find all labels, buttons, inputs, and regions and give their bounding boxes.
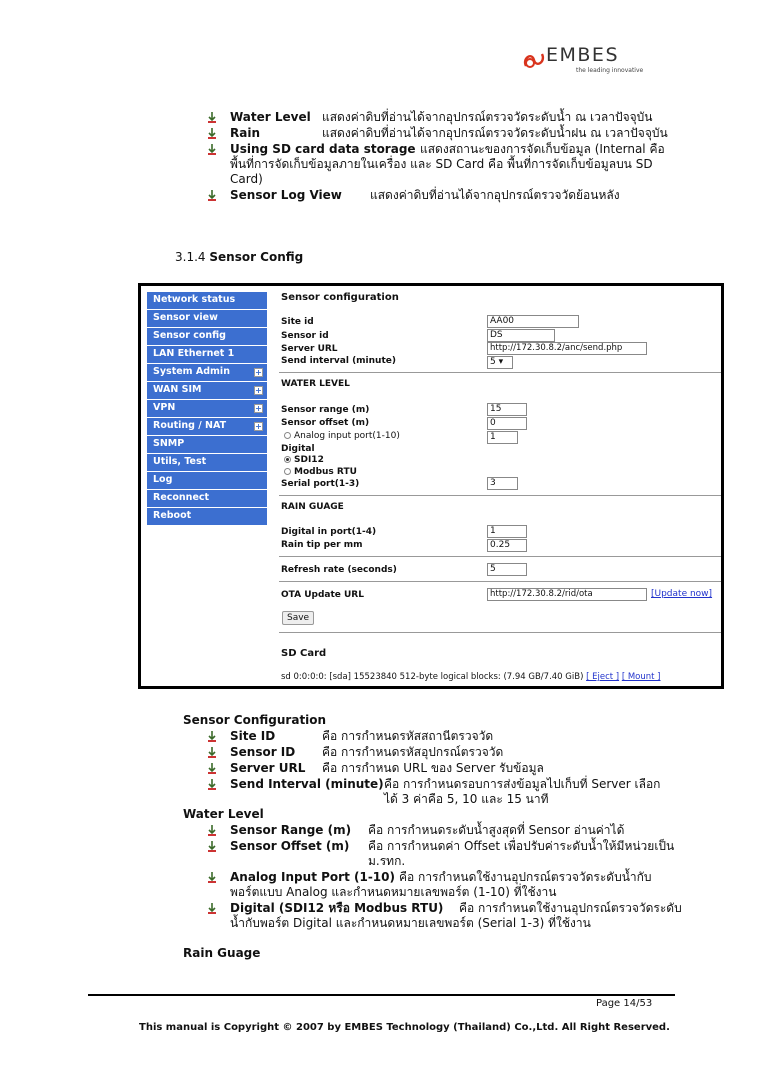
divider	[279, 581, 721, 582]
refresh-rate-input[interactable]: 5	[487, 563, 527, 576]
sensor-id-input[interactable]: DS	[487, 329, 555, 342]
bullet-desc-line2: พื้นที่การจัดเก็บข้อมูลภายในเครื่อง และ SD Card คือ พื้นที่การจัดเก็บข้อมูลบน SD	[230, 157, 653, 171]
serial-port-input[interactable]: 3	[487, 477, 518, 490]
expand-plus-icon[interactable]: +	[255, 404, 262, 413]
bullet-desc: แสดงค่าดิบที่อ่านได้จากอุปกรณ์ตรวจวัดระดับน้ำ ณ เวลาปัจจุบัน	[322, 110, 653, 124]
bullet-arrow-icon	[207, 746, 217, 758]
eject-link[interactable]: [ Eject ]	[586, 672, 620, 682]
ota-url-label: OTA Update URL	[281, 590, 364, 600]
desc-sensor-offset-line2: ม.รทก.	[368, 854, 406, 868]
nav-utils-test[interactable]: Utils, Test	[147, 454, 267, 472]
bullet-arrow-icon	[207, 189, 217, 201]
bullet-arrow-icon	[207, 871, 217, 883]
bullet-desc: แสดงค่าดิบที่อ่านได้จากอุปกรณ์ตรวจวัดระดับน้ำฝน ณ เวลาปัจจุบัน	[322, 126, 668, 140]
bullet-arrow-icon	[207, 778, 217, 790]
bullet-arrow-icon	[207, 840, 217, 852]
bullet-desc-line3: Card)	[230, 172, 263, 186]
nav-sensor-view[interactable]: Sensor view	[147, 310, 267, 328]
bullet-term: Sensor Log View	[230, 188, 342, 202]
expand-plus-icon[interactable]: +	[255, 422, 262, 431]
desc-send-interval-line2: ได้ 3 ค่าคือ 5, 10 และ 15 นาที	[384, 792, 549, 806]
nav-lan-ethernet[interactable]: LAN Ethernet 1	[147, 346, 267, 364]
bullet-arrow-icon	[207, 111, 217, 123]
server-url-label: Server URL	[281, 344, 338, 354]
water-level-title: WATER LEVEL	[281, 379, 350, 389]
sd-card-title: SD Card	[281, 648, 327, 659]
page-number: Page 14/53	[596, 998, 653, 1009]
nav-system-admin[interactable]: System Admin +	[147, 364, 267, 382]
nav-network-status[interactable]: Network status	[147, 292, 267, 310]
sensor-offset-label: Sensor offset (m)	[281, 418, 370, 428]
nav-log[interactable]: Log	[147, 472, 267, 490]
panel-title: Sensor configuration	[281, 292, 399, 303]
nav-sensor-config[interactable]: Sensor config	[147, 328, 267, 346]
embes-logo-icon	[522, 48, 546, 72]
logo-brand: EMBES	[546, 44, 619, 66]
rain-guage-title: RAIN GUAGE	[281, 502, 344, 512]
divider	[279, 556, 721, 557]
nav-reboot[interactable]: Reboot	[147, 508, 267, 526]
mount-link[interactable]: [ Mount ]	[621, 672, 661, 682]
section-number: 3.1.4	[175, 250, 206, 264]
expand-plus-icon[interactable]: +	[255, 368, 262, 377]
sensor-range-input[interactable]: 15	[487, 403, 527, 416]
ota-url-input[interactable]: http://172.30.8.2/rid/ota	[487, 588, 647, 601]
bullet-term: Using SD card data storage	[230, 142, 416, 156]
embes-logo	[522, 44, 644, 78]
digital-in-label: Digital in port(1-4)	[281, 527, 377, 537]
radio-off-icon[interactable]	[284, 432, 291, 439]
analog-port-input[interactable]: 1	[487, 431, 518, 444]
desc-analog-port-line2: พอร์ตแบบ Analog และกำหนดหมายเลขพอร์ต (1-10) ที่ใช้งาน	[230, 885, 557, 899]
bullet-term: Rain	[230, 126, 260, 140]
rain-guage-heading: Rain Guage	[183, 946, 261, 960]
sensor-offset-input[interactable]: 0	[487, 417, 527, 430]
sensor-config-screenshot	[138, 283, 724, 689]
expand-plus-icon[interactable]: +	[255, 386, 262, 395]
nav-vpn[interactable]: VPN +	[147, 400, 267, 418]
digital-label: Digital	[281, 444, 315, 454]
rain-tip-label: Rain tip per mm	[281, 540, 363, 550]
nav-wan-sim[interactable]: WAN SIM +	[147, 382, 267, 400]
sd-card-info: sd 0:0:0:0: [sda] 15523840 512-byte logical blocks: (7.94 GB/7.40 GiB) [ Eject ] [ Mount ]	[281, 672, 661, 682]
footer-divider	[88, 994, 675, 996]
sidebar-nav	[147, 292, 267, 526]
config-panel	[271, 286, 721, 686]
bullet-arrow-icon	[207, 902, 217, 914]
dropdown-arrow-icon[interactable]: ▾	[498, 357, 504, 367]
modbus-radio[interactable]: Modbus RTU	[284, 467, 357, 477]
sdi12-radio[interactable]: SDI12	[284, 455, 324, 465]
divider	[279, 495, 721, 496]
divider	[279, 632, 721, 633]
send-interval-select[interactable]: 5 ▾	[487, 356, 513, 369]
bullet-arrow-icon	[207, 143, 217, 155]
nav-reconnect[interactable]: Reconnect	[147, 490, 267, 508]
bullet-arrow-icon	[207, 127, 217, 139]
water-level-heading: Water Level	[183, 807, 264, 821]
bullet-arrow-icon	[207, 824, 217, 836]
sensor-configuration-heading: Sensor Configuration	[183, 713, 327, 727]
bullet-term: Water Level	[230, 110, 311, 124]
desc-digital-line2: น้ำกับพอร์ต Digital และกำหนดหมายเลขพอร์ต (Serial 1-3) ที่ใช้งาน	[230, 916, 591, 930]
sensor-range-label: Sensor range (m)	[281, 405, 370, 415]
radio-off-icon[interactable]	[284, 468, 291, 475]
site-id-label: Site id	[281, 317, 314, 327]
logo-tagline: the leading innovative	[576, 67, 644, 74]
radio-on-icon[interactable]	[284, 456, 291, 463]
copyright-notice: This manual is Copyright © 2007 by EMBES Technology (Thailand) Co.,Ltd. All Right Reserved.	[139, 1022, 670, 1033]
save-button[interactable]: Save	[282, 611, 314, 625]
digital-in-input[interactable]: 1	[487, 525, 527, 538]
sensor-id-label: Sensor id	[281, 331, 329, 341]
refresh-rate-label: Refresh rate (seconds)	[281, 565, 397, 575]
section-title	[175, 250, 303, 264]
bullet-arrow-icon	[207, 730, 217, 742]
bullet-desc: แสดงสถานะของการจัดเก็บข้อมูล (Internal คือ	[420, 142, 665, 156]
divider	[279, 372, 721, 373]
section-name: Sensor Config	[209, 250, 304, 264]
rain-tip-input[interactable]: 0.25	[487, 539, 527, 552]
bullet-arrow-icon	[207, 762, 217, 774]
send-interval-label: Send interval (minute)	[281, 356, 396, 366]
bullet-desc: แสดงค่าดิบที่อ่านได้จากอุปกรณ์ตรวจวัดย้อนหลัง	[370, 188, 620, 202]
analog-radio[interactable]: Analog input port(1-10)	[284, 431, 400, 441]
update-now-link[interactable]: [Update now]	[651, 589, 713, 599]
nav-snmp[interactable]: SNMP	[147, 436, 267, 454]
serial-port-label: Serial port(1-3)	[281, 479, 360, 489]
nav-routing-nat[interactable]: Routing / NAT +	[147, 418, 267, 436]
site-id-input[interactable]: AA00	[487, 315, 579, 328]
server-url-input[interactable]: http://172.30.8.2/anc/send.php	[487, 342, 647, 355]
